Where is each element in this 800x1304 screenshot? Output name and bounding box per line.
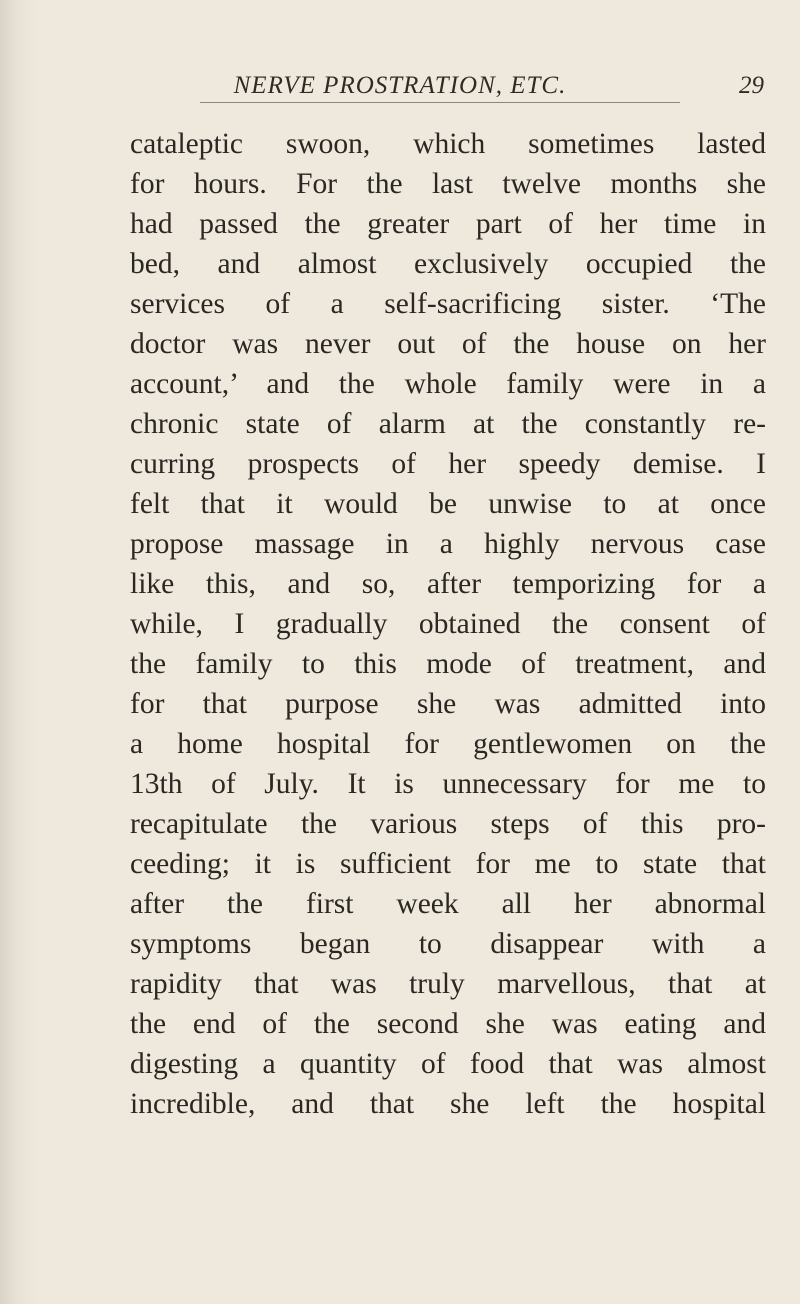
body-paragraph (130, 124, 766, 1124)
text-line: a home hospital for gentlewomen on the (130, 728, 766, 760)
text-line: account,’ and the whole family were in a (130, 368, 766, 400)
text-line: for hours. For the last twelve months she (130, 168, 766, 200)
text-line: like this, and so, after temporizing for a (130, 568, 766, 600)
text-line: the end of the second she was eating and (130, 1008, 766, 1040)
text-line: while, I gradually obtained the consent of (130, 608, 766, 640)
running-title: NERVE PROSTRATION, ETC. (233, 72, 567, 99)
text-line: services of a self-sacrificing sister. ‘The (130, 288, 766, 320)
text-line: chronic state of alarm at the constantly re- (130, 408, 766, 440)
text-line: 13th of July. It is unnecessary for me to (130, 768, 766, 800)
text-line: incredible, and that she left the hospital (130, 1088, 766, 1120)
text-line: cataleptic swoon, which sometimes lasted (130, 128, 766, 160)
text-line: curring prospects of her speedy demise. I (130, 448, 766, 480)
text-line: for that purpose she was admitted into (130, 688, 766, 720)
running-head (0, 62, 800, 112)
text-line: symptoms began to disappear with a (130, 928, 766, 960)
text-line: had passed the greater part of her time in (130, 208, 766, 240)
header-rule (200, 102, 680, 103)
text-line: doctor was never out of the house on her (130, 328, 766, 360)
text-line: after the first week all her abnormal (130, 888, 766, 920)
text-line: the family to this mode of treatment, and (130, 648, 766, 680)
text-line: propose massage in a highly nervous case (130, 528, 766, 560)
text-line: ceeding; it is sufficient for me to state that (130, 848, 766, 880)
page-number: 29 (739, 72, 764, 99)
text-line: rapidity that was truly marvellous, that at (130, 968, 766, 1000)
text-line: digesting a quantity of food that was almost (130, 1048, 766, 1080)
text-line: recapitulate the various steps of this pro- (130, 808, 766, 840)
text-line: bed, and almost exclusively occupied the (130, 248, 766, 280)
text-line: felt that it would be unwise to at once (130, 488, 766, 520)
